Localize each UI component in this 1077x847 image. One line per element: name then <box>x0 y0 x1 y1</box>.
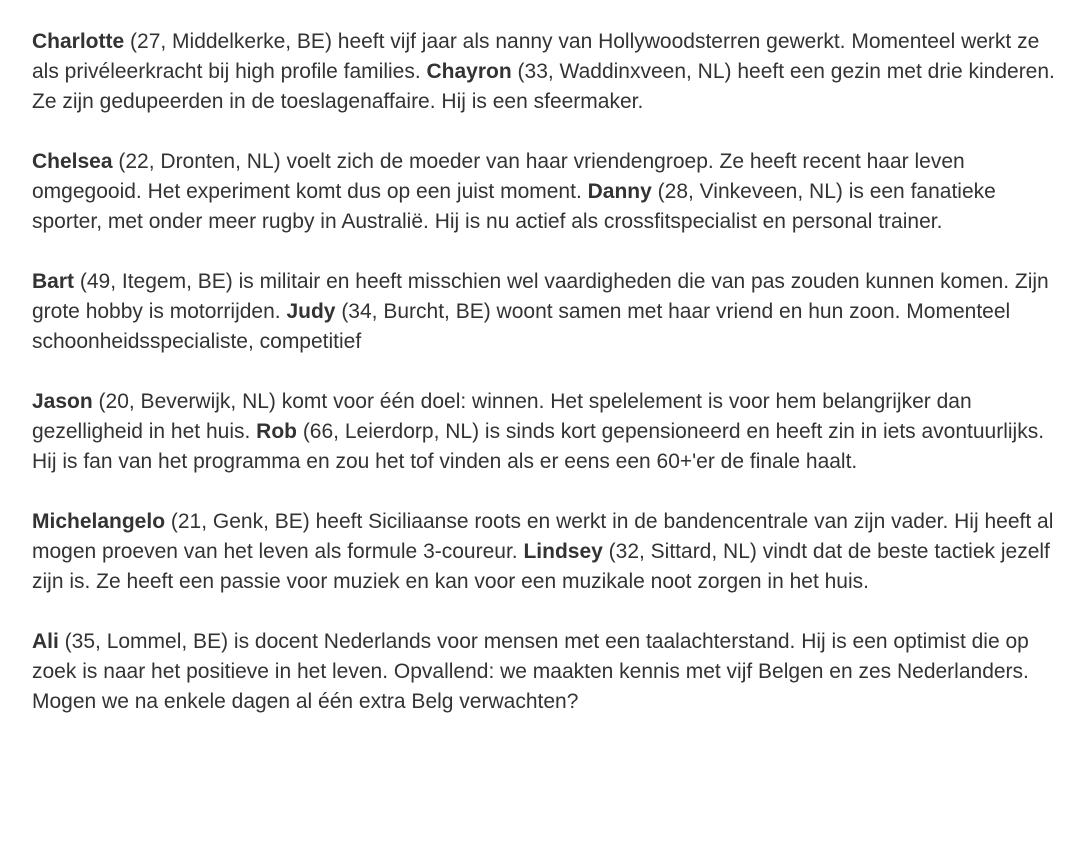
paragraph-jason-rob <box>32 387 1057 477</box>
bio-judy: (34, Burcht, BE) woont samen met haar vriend en hun zoon. Momenteel schoonheidsspecialiste, competitief <box>32 300 1011 353</box>
article-body <box>32 27 1057 717</box>
bio-chayron: (33, Waddinxveen, NL) heeft een gezin met drie kinderen. Ze zijn gedupeerden in de toeslagenaffaire. Hij is een sfeermaker. <box>32 60 1055 113</box>
name-chayron: Chayron <box>426 60 512 83</box>
bio-lindsey: (32, Sittard, NL) vindt dat de beste tactiek jezelf zijn is. Ze heeft een passie voor muziek en kan voor een muzikale noot zorgen in het huis. <box>32 540 1050 593</box>
paragraph-bart-judy <box>32 267 1057 357</box>
bio-michelangelo: (21, Genk, BE) heeft Siciliaanse roots en werkt in de bandencentrale van zijn vader. Hij heeft al mogen proeven van het leven als formule 3-coureur. <box>32 510 1054 563</box>
paragraph-charlotte-chayron <box>32 27 1057 117</box>
name-judy: Judy <box>286 300 336 323</box>
bio-danny: (28, Vinkeveen, NL) is een fanatieke sporter, met onder meer rugby in Australië. Hij is nu actief als crossfitspecialist en personal trainer. <box>32 180 996 233</box>
name-bart: Bart <box>32 270 75 293</box>
bio-rob: (66, Leierdorp, NL) is sinds kort gepensioneerd en heeft zin in iets avontuurlijks. Hij is fan van het programma en zou het tof vinden als er eens een 60+'er de finale haalt. <box>32 420 1045 473</box>
bio-chelsea: (22, Dronten, NL) voelt zich de moeder van haar vriendengroep. Ze heeft recent haar leven omgegooid. Het experiment komt dus op een juist moment. <box>32 150 965 203</box>
bio-charlotte: (27, Middelkerke, BE) heeft vijf jaar als nanny van Hollywoodsterren gewerkt. Momenteel werkt ze als privéleerkracht bij high profile families. <box>32 30 1040 83</box>
name-lindsey: Lindsey <box>523 540 603 563</box>
name-jason: Jason <box>32 390 93 413</box>
paragraph-chelsea-danny <box>32 147 1057 237</box>
name-michelangelo: Michelangelo <box>32 510 166 533</box>
name-rob: Rob <box>256 420 297 443</box>
bio-jason: (20, Beverwijk, NL) komt voor één doel: winnen. Het spelelement is voor hem belangrijker dan gezelligheid in het huis. <box>32 390 972 443</box>
bio-ali: (35, Lommel, BE) is docent Nederlands voor mensen met een taalachterstand. Hij is een optimist die op zoek is naar het positieve in het leven. Opvallend: we maakten kennis met vijf Belgen en zes Nederlanders. Mogen we na enkele dagen al één extra Belg verwachten? <box>32 630 1029 713</box>
bio-bart: (49, Itegem, BE) is militair en heeft misschien wel vaardigheden die van pas zouden kunnen komen. Zijn grote hobby is motorrijden. <box>32 270 1049 323</box>
paragraph-michelangelo-lindsey <box>32 507 1057 597</box>
paragraph-ali <box>32 627 1057 717</box>
name-charlotte: Charlotte <box>32 30 125 53</box>
name-chelsea: Chelsea <box>32 150 113 173</box>
name-ali: Ali <box>32 630 59 653</box>
name-danny: Danny <box>587 180 652 203</box>
